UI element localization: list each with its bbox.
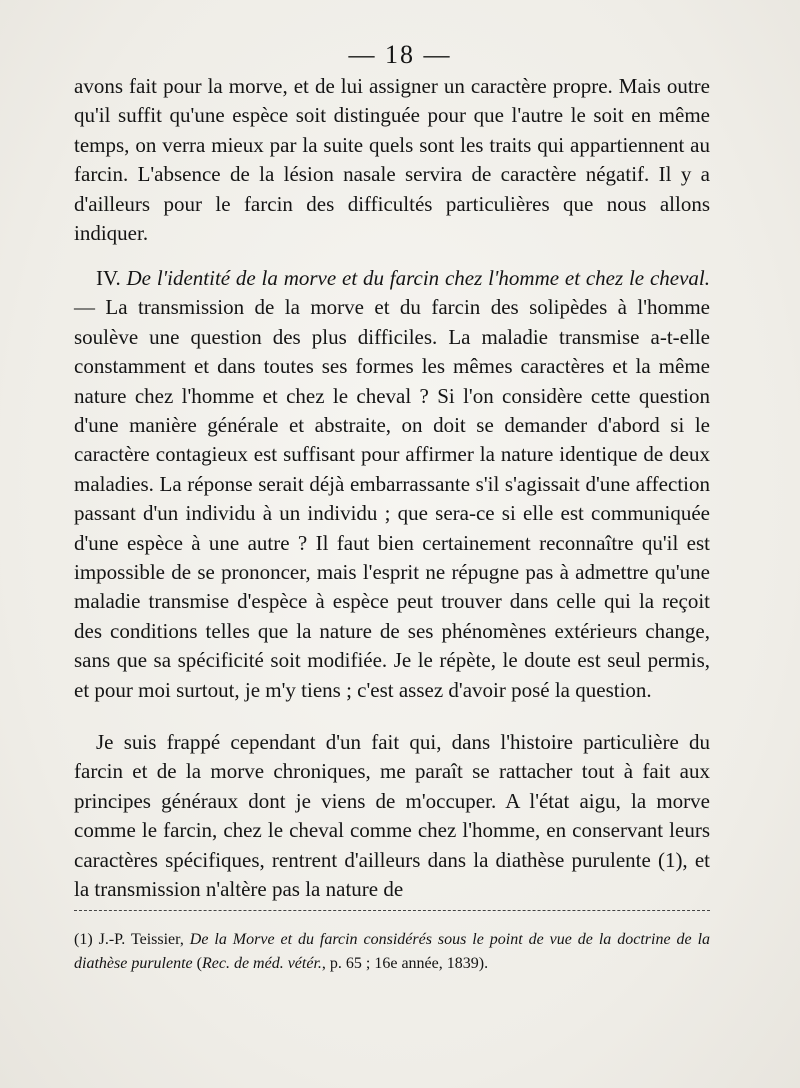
paragraph-continuation <box>74 72 710 248</box>
footnote-reference: Rec. de méd. vétér. <box>201 955 322 972</box>
footnote-divider <box>74 910 710 911</box>
paragraph-continuation-text: avons fait pour la morve, et de lui assigner un caractère propre. Mais outre qu'il suffit qu'une espèce soit distinguée pour que l'autre le soit en même temps, on verra mieux par la suite quels sont les traits qui appartiennent au farcin. L'absence de la lésion nasale servira de caractère négatif. Il y a d'ailleurs pour le farcin des difficultés particulières que nous allons indiquer. <box>74 74 710 246</box>
section-text: La transmission de la morve et du farcin des solipèdes à l'homme soulève une question des plus difficiles. La maladie transmise a-t-elle constamment et dans toutes ses formes les mêmes caractères et la même nature chez l'homme et chez le cheval ? Si l'on considère cette question d'une manière générale et abstraite, on doit se demander d'abord si le caractère contagieux est suffisant pour affirmer la nature identique de deux maladies. La réponse serait déjà embarrassante s'il s'agissait d'une affection passant d'un individu à un individu ; que sera-ce si elle est communiquée d'une espèce à une autre ? Il faut bien certainement reconnaître qu'il est impossible de se prononcer, mais l'esprit ne répugne pas à admettre qu'une maladie transmise d'espèce à espèce peut trouver dans celle qui la reçoit des conditions telles que la nature de ses phénomènes extérieurs change, sans que sa spécificité soit modifiée. Je le répète, le doute est seul permis, et pour moi surtout, je m'y tiens ; c'est assez d'avoir posé la question. <box>74 295 710 702</box>
page-number: — 18 — <box>348 40 452 69</box>
section-iv-paragraph <box>74 264 710 705</box>
paragraph-third-text: Je suis frappé cependant d'un fait qui, dans l'histoire particulière du farcin et de la morve chroniques, me paraît se rattacher tout à fait aux principes généraux dont je viens de m'occuper. A l'état aigu, la morve comme le farcin, chez le cheval comme chez l'homme, en conservant leurs caractères spécifiques, rentrent d'ailleurs dans la diathèse purulente (1), et la transmission n'altère pas la nature de <box>74 730 710 902</box>
footnote-marker: (1) <box>74 931 93 948</box>
section-dash: — <box>74 295 95 320</box>
footnote-author: J.-P. Teissier, <box>98 931 184 948</box>
footnote <box>74 928 710 976</box>
section-heading: De l'identité de la morve et du farcin chez l'homme et chez le cheval. <box>126 266 710 290</box>
footnote-title: De la Morve et du farcin considérés sous le point de vue de la doctrine de la diathèse purulente <box>74 931 711 972</box>
paragraph-section-iv <box>74 264 710 705</box>
footnote-reference-open: ( <box>196 955 202 972</box>
paragraph-third <box>74 728 710 904</box>
footnote-reference-tail: , p. 65 ; 16e année, 1839). <box>321 955 489 972</box>
section-numeral: IV. <box>96 266 121 290</box>
